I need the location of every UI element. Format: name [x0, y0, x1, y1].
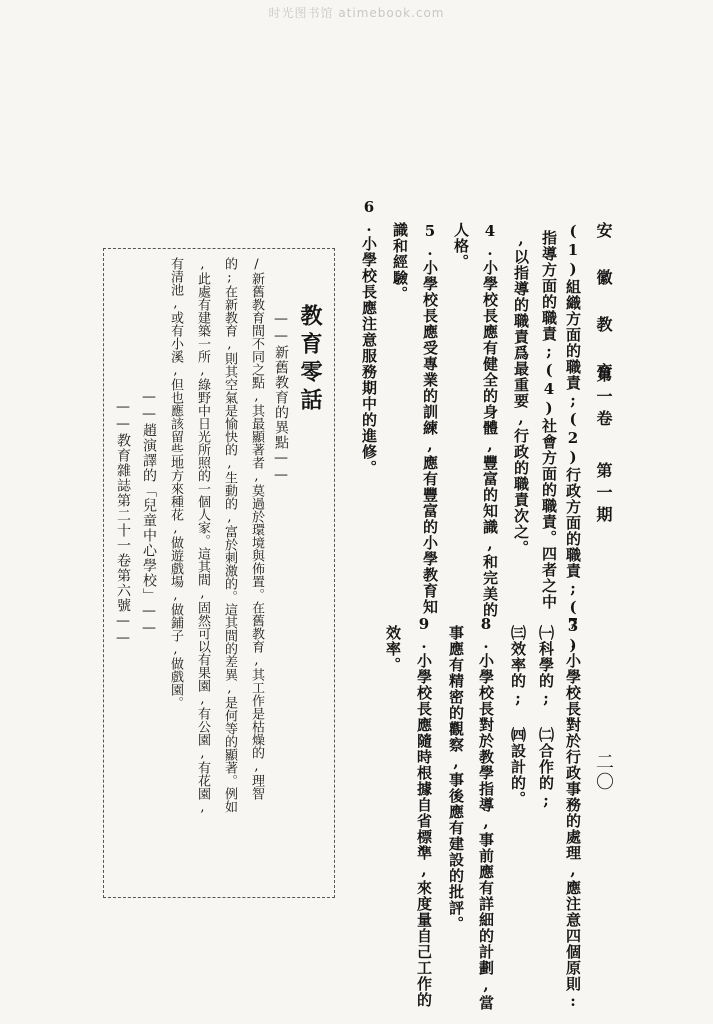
box-text-line: ,此處有建築一所,綠野中日光所照的一個人家。這其間,固然可以有果園,有公園,有花園,	[195, 257, 210, 815]
box-subtitle: ——新舊教育的異點——	[273, 311, 289, 484]
text-line: ㈠科學的; ㈡合作的;	[537, 625, 555, 810]
box-title: 教育零話	[297, 304, 323, 416]
text-line: 指導方面的職責;(4)社會方面的職責。四者之中	[540, 230, 558, 610]
box-attribution: ——趙演譯的「兒童中心學校」——	[141, 389, 157, 637]
issue-label: 第一期	[594, 462, 613, 528]
text-line: (1)組織方面的職責;(2)行政方面的職責;(3)	[564, 222, 582, 655]
box-text-line: 的;在新教育,則其空氣是愉快的,生動的,富於刺激的。這其間的差異,是何等的顯著。例如	[222, 257, 237, 813]
box-text-line: /新舊教育間不同之點,其最顯著者,莫過於環境與佈置。在舊教育,其工作是枯燥的,理智	[249, 257, 264, 800]
text-line: 6.小學校長應注意服務期中的進修。	[360, 198, 378, 476]
text-line: ,以指導的職責爲最重要,行政的職責次之。	[512, 230, 530, 556]
page-number: 二〇	[593, 752, 614, 792]
box-attribution: ——教育雜誌第二十一卷第六號——	[115, 399, 131, 647]
text-line: 效率。	[384, 625, 402, 673]
text-line: 人格。	[452, 222, 470, 270]
volume-label: 第一卷	[594, 366, 613, 432]
text-line: 事應有精密的觀察,事後應有建設的批評。	[447, 625, 465, 932]
text-line: 4.小學校長應有健全的身體,豐富的知識,和完美的	[481, 222, 499, 618]
journal-title: 安 徽 教 育	[594, 222, 613, 385]
box-text-line: 有清池,或有小溪,但也應該留些地方來種花,做遊戲場,做鋪子,做戲園。	[168, 257, 183, 709]
text-line: 7.小學校長對於行政事務的處理,應注意四個原則:	[564, 615, 582, 1011]
quote-box	[103, 248, 335, 898]
text-line: 識和經驗。	[391, 222, 409, 302]
text-line: 8.小學校長對於教學指導,事前應有詳細的計劃,當	[477, 615, 495, 1011]
watermark: 时光图书馆 atimebook.com	[268, 6, 445, 20]
text-line: ㈢效率的; ㈣設計的。	[509, 625, 527, 807]
text-line: 5.小學校長應受專業的訓練,應有豐富的小學教育知	[421, 222, 439, 615]
text-line: 9.小學校長應隨時根據自省標準,來度量自己工作的	[415, 615, 433, 1008]
